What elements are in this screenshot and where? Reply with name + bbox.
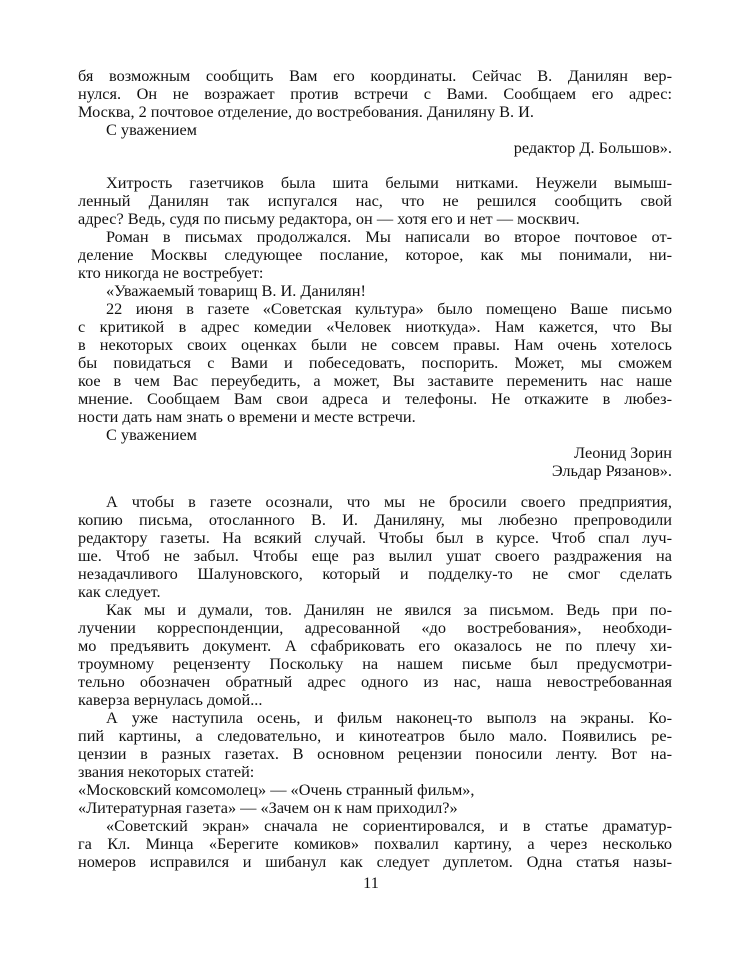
text-line: бы повидаться с Вами и побеседовать, поспорить. Может, мы сможем [78, 354, 672, 372]
section-gap [78, 480, 672, 493]
text-line: га Кл. Минца «Берегите комиков» похвалил картину, а через несколько [78, 835, 672, 853]
text-section [78, 493, 672, 871]
text-line: «Советский экран» сначала не сориентировался, и в статье драматур- [106, 817, 672, 835]
text-line: А уже наступила осень, и фильм наконец-то выполз на экраны. Ко- [106, 709, 672, 727]
text-line: ленный Данилян так испугался нас, что не решился сообщить свой [78, 192, 672, 210]
text-line: мо предъявить документ. А сфабриковать его оказалось не по плечу хи- [78, 637, 672, 655]
text-line: А чтобы в газете осознали, что мы не бросили своего предприятия, [106, 493, 672, 511]
text-line: кто никогда не востребует: [78, 264, 264, 282]
page-number: 11 [363, 873, 379, 892]
text-line: Москва, 2 почтовое отделение, до востребования. Даниляну В. И. [78, 103, 534, 121]
text-line: как следует. [78, 583, 161, 601]
text-line: «Уважаемый товарищ В. И. Данилян! [106, 282, 366, 300]
text-line: звания некоторых статей: [78, 763, 255, 781]
paragraph [78, 67, 672, 121]
text-line: Эльдар Рязанов». [551, 462, 672, 480]
text-line: Хитрость газетчиков была шита белыми нитками. Неужели вымыш- [106, 174, 672, 192]
text-line: С уважением [106, 121, 197, 139]
text-line: редактору газеты. На всякий случай. Чтобы был в курсе. Чтоб спал луч- [78, 529, 672, 547]
paragraph [78, 121, 672, 139]
text-line: Леонид Зорин [574, 444, 672, 462]
text-line: в некоторых своих оценках были не совсем правы. Нам очень хотелось [78, 336, 672, 354]
paragraph [78, 228, 672, 282]
text-section [78, 174, 672, 480]
text-section [78, 67, 672, 157]
paragraph [78, 426, 672, 444]
text-line: мнение. Сообщаем Вам свои адреса и телефоны. Не откажите в любез- [78, 390, 672, 408]
text-line: кое в чем Вас переубедить, а может, Вы заставите переменить нас наше [78, 372, 672, 390]
text-line: деление Москвы следующее послание, которое, как мы понимали, ни- [78, 246, 672, 264]
text-line: копию письма, отосланного В. И. Даниляну, мы любезно препроводили [78, 511, 672, 529]
text-line: нулся. Он не возражает против встречи с Вами. Сообщаем его адрес: [78, 85, 672, 103]
signature [78, 139, 672, 157]
paragraph [78, 799, 672, 817]
text-line: лучении корреспонденции, адресованной «до востребования», необходи- [78, 619, 672, 637]
text-line: бя возможным сообщить Вам его координаты. Сейчас В. Данилян вер- [78, 67, 672, 85]
paragraph [78, 300, 672, 426]
text-line: тельно обозначен обратный адрес одного из нас, наша невостребованная [78, 673, 672, 691]
text-line: «Московский комсомолец» — «Очень странный фильм», [78, 781, 475, 799]
text-line: каверза вернулась домой... [78, 691, 263, 709]
text-line: Роман в письмах продолжался. Мы написали во второе почтовое от- [106, 228, 672, 246]
text-line: незадачливого Шалуновского, который и подделку-то не смог сделать [78, 565, 672, 583]
text-line: пий картины, а следовательно, и кинотеатров было мало. Появились ре- [78, 727, 672, 745]
text-line: адрес? Ведь, судя по письму редактора, он — хотя его и нет — москвич. [78, 210, 580, 228]
text-line: с критикой в адрес комедии «Человек ниоткуда». Нам кажется, что Вы [78, 318, 672, 336]
text-line: цензии в разных газетах. В основном рецензии поносили ленту. Вот на- [78, 745, 672, 763]
paragraph [78, 282, 672, 300]
text-line: С уважением [106, 426, 197, 444]
paragraph [78, 709, 672, 781]
paragraph [78, 781, 672, 799]
page-body [78, 67, 672, 871]
paragraph [78, 493, 672, 601]
text-line: троумному рецензенту Поскольку на нашем письме был предусмотри- [78, 655, 672, 673]
paragraph [78, 174, 672, 228]
signature [78, 444, 672, 480]
paragraph [78, 601, 672, 709]
text-line: «Литературная газета» — «Зачем он к нам приходил?» [78, 799, 458, 817]
paragraph [78, 817, 672, 871]
text-line: 22 июня в газете «Советская культура» было помещено Ваше письмо [106, 300, 672, 318]
text-line: редактор Д. Большов». [513, 139, 672, 157]
text-line: ности дать нам знать о времени и месте встречи. [78, 408, 416, 426]
text-line: Как мы и думали, тов. Данилян не явился за письмом. Ведь при по- [106, 601, 672, 619]
section-gap [78, 157, 672, 174]
text-line: номеров исправился и шибанул как следует дуплетом. Одна статья назы- [78, 853, 672, 871]
text-line: ше. Чтоб не забыл. Чтобы еще раз вылил ушат своего раздражения на [78, 547, 672, 565]
